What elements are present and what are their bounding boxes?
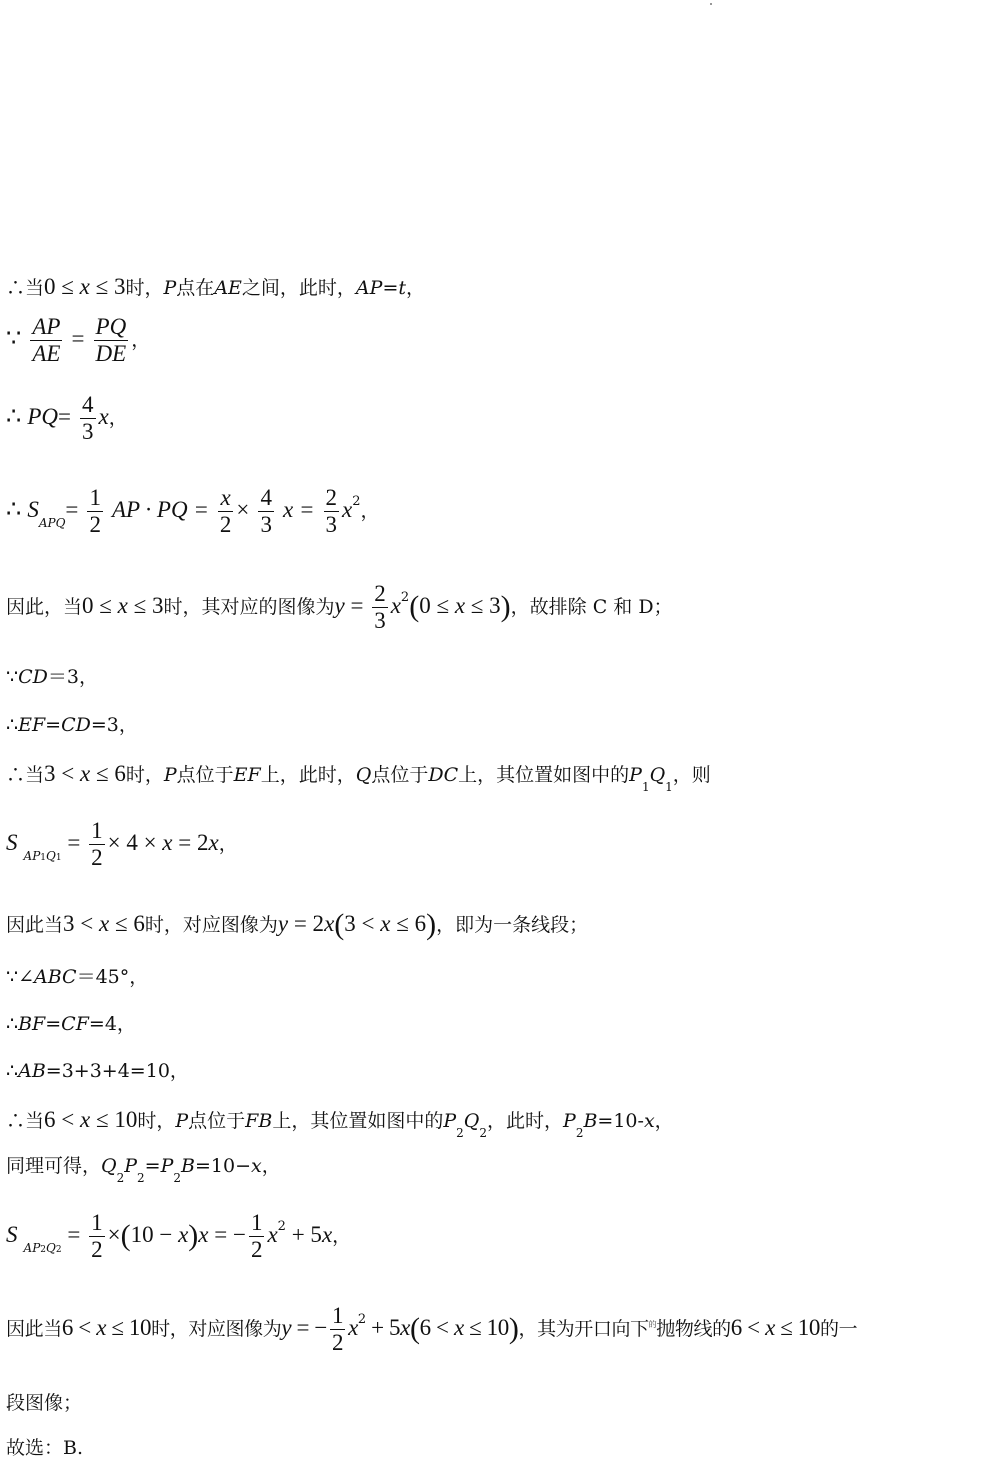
stray-dot — [710, 3, 712, 5]
line-9: S $_{AP1Q1}$ = $\frac{1}{2}$ × 4 × x = 2x， — [6, 818, 238, 871]
fraction-4-3: $\frac{4}{3}$ — [82, 392, 94, 445]
line-2: ∵ $\frac{AP}{AE}$ = $\frac{PQ}{DE}$ ， — [6, 314, 151, 367]
line-18: 段图像； — [6, 1392, 83, 1414]
line-14: ∴当6 < x ≤ 10时，P点位于FB上，其位置如图中的$P_2Q_2$，此时，$P_2B=10-x$， — [6, 1107, 674, 1140]
line-7: ∴EF=CD=3， — [6, 714, 138, 736]
line-11: ∵∠ABC＝45°， — [6, 966, 149, 988]
line-17: 因此当6 < x ≤ 10时，对应图像为y = − $\frac{1}{2}$ $x^2 + 5x(6 < x \le 10)$，其为开口向下$^的$抛物线的6 < x ≤ 10的一 — [6, 1303, 858, 1356]
line-10: 因此当3 < x ≤ 6时，对应图像为y = 2x(3 < x ≤ 6)，即为一条线段； — [6, 908, 589, 941]
line-8: ∴当3 < x ≤ 6时，P点位于EF上，此时，Q点位于DC上，其位置如图中的$P_1Q_1$，则 — [6, 761, 711, 794]
fraction-ap-ae: $\frac{AP}{AE}$ — [32, 314, 61, 367]
line-12: ∴BF=CF=4， — [6, 1013, 136, 1035]
line-3: ∴ PQ= $\frac{4}{3}$ x， — [6, 392, 128, 445]
line-13: ∴AB=3+3+4=10， — [6, 1060, 189, 1082]
line-5: 因此，当0 ≤ x ≤ 3时，其对应的图像为y = $\frac{2}{3}$ $x^2(0 \le x \le 3)$，故排除 C 和 D； — [6, 581, 673, 634]
line-16: S $_{AP2Q2}$ = $\frac{1}{2}$ ×(10 − x)x = − $\frac{1}{2}$ $x^2 + 5x$， — [6, 1210, 352, 1263]
line-6: ∵CD＝3， — [6, 666, 98, 688]
fraction-pq-de: $\frac{PQ}{DE}$ — [95, 314, 127, 367]
line-19: 故选：B. — [6, 1437, 84, 1459]
line-1: ∴当0 ≤ x ≤ 3时，P点在AE之间，此时，AP=t， — [6, 274, 426, 299]
line-4: ∴ $S_{APQ}=$ $\frac{1}{2}$ AP · PQ = $\frac{x}{2}$ × $\frac{4}{3}$ x = $\frac{2}{3}$ $x^2$， — [6, 485, 380, 538]
line-15: 同理可得，$Q_2P_2=P_2B=10-x$， — [6, 1155, 281, 1185]
